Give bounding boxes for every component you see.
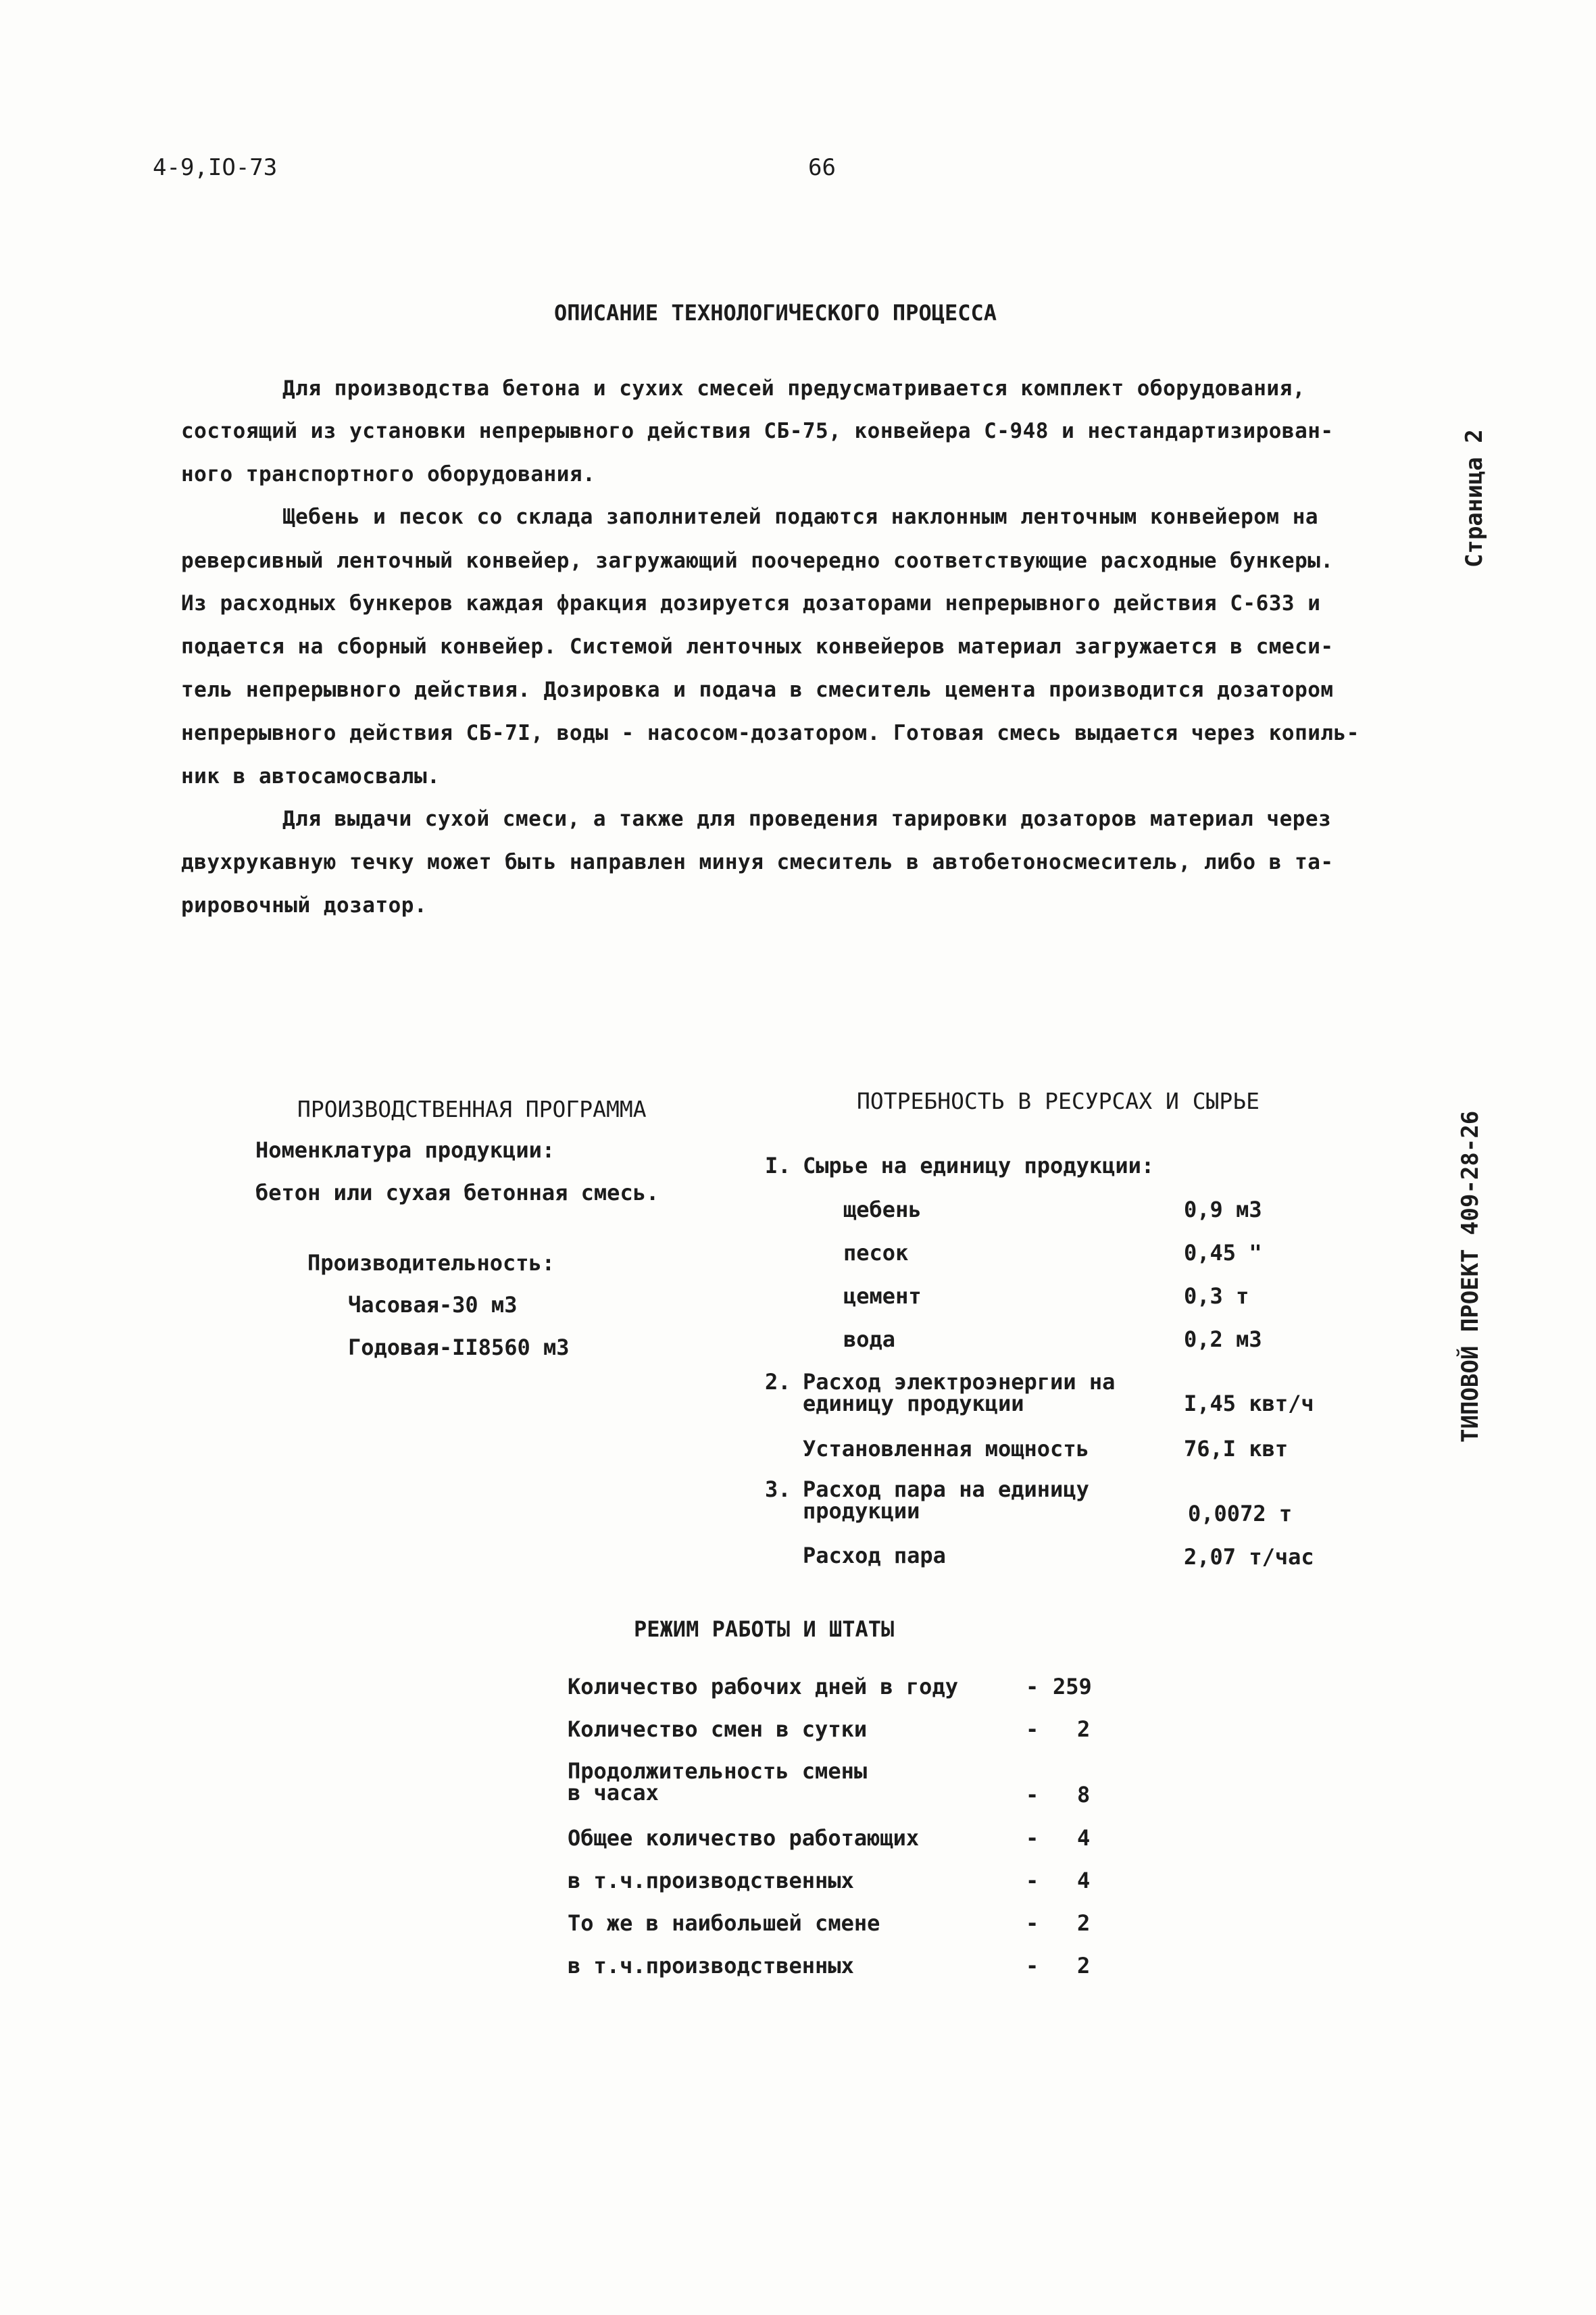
material-value: 0,9 м3: [1184, 1197, 1262, 1222]
staff-row-dash: -: [1026, 1782, 1039, 1808]
material-value: 0,45 ": [1184, 1240, 1262, 1266]
staff-row-dash: -: [1026, 1910, 1039, 1936]
productivity-label: Производительность:: [307, 1250, 555, 1276]
material-name: щебень: [843, 1197, 922, 1222]
description-line: Из расходных бункеров каждая фракция дозируется дозаторами непрерывного действия С-633 и: [181, 591, 1321, 616]
steam-consumption-label: Расход пара: [803, 1543, 946, 1568]
staff-row-dash: -: [1026, 1868, 1039, 1893]
productivity-hourly: Часовая-30 м3: [348, 1292, 518, 1318]
side-page-label: Страница 2: [1461, 429, 1488, 568]
description-line: Для производства бетона и сухих смесей предусматривается комплект оборудования,: [282, 376, 1305, 401]
productivity-yearly: Годовая-II8560 м3: [348, 1335, 570, 1360]
staff-row-label: в т.ч.производственных: [568, 1868, 854, 1893]
steam-consumption-value: 2,07 т/час: [1184, 1544, 1314, 1570]
description-line: ник в автосамосвалы.: [181, 764, 441, 789]
staff-row-dash: -: [1026, 1674, 1039, 1699]
resources-item3-label: продукции: [803, 1498, 920, 1524]
staff-row-value: 2: [1077, 1910, 1091, 1936]
staff-row-dash: -: [1026, 1953, 1039, 1978]
staff-row-value: 2: [1077, 1953, 1091, 1978]
staff-row-value: 8: [1077, 1782, 1091, 1808]
material-value: 0,2 м3: [1184, 1326, 1262, 1352]
description-line: ного транспортного оборудования.: [181, 462, 596, 487]
resources-title: ПОТРЕБНОСТЬ В РЕСУРСАХ И СЫРЬЕ: [857, 1088, 1260, 1114]
description-line: непрерывного действия СБ-7I, воды - насосом-дозатором. Готовая смесь выдается через копиль-: [181, 721, 1360, 745]
nomenclature-value: бетон или сухая бетонная смесь.: [255, 1180, 659, 1205]
staff-row-label: Количество смен в сутки: [568, 1716, 868, 1742]
material-name: цемент: [843, 1283, 922, 1309]
staff-row-label: в часах: [568, 1780, 659, 1806]
description-line: реверсивный ленточный конвейер, загружающий поочередно соответствующие расходные бункеры.: [181, 549, 1334, 573]
staff-row-value: 259: [1053, 1674, 1092, 1699]
resources-item2-label: Расход электроэнергии на: [803, 1369, 1116, 1395]
material-value: 0,3 т: [1184, 1283, 1249, 1309]
resources-item2-number: 2.: [765, 1369, 791, 1395]
staff-row-label: Продолжительность смены: [568, 1758, 868, 1784]
material-name: песок: [843, 1240, 909, 1266]
program-title: ПРОИЗВОДСТВЕННАЯ ПРОГРАММА: [297, 1096, 647, 1122]
electricity-value: I,45 квт/ч: [1184, 1391, 1314, 1416]
staff-row-value: 4: [1077, 1868, 1091, 1893]
work-mode-title: РЕЖИМ РАБОТЫ И ШТАТЫ: [634, 1616, 895, 1642]
description-title: ОПИСАНИЕ ТЕХНОЛОГИЧЕСКОГО ПРОЦЕССА: [554, 300, 997, 326]
description-line: тель непрерывного действия. Дозировка и подача в смеситель цемента производится дозатором: [181, 678, 1334, 702]
staff-row-label: То же в наибольшей смене: [568, 1910, 880, 1936]
staff-row-value: 4: [1077, 1825, 1091, 1851]
resources-item1-number: I.: [765, 1153, 791, 1178]
resources-item3-label: Расход пара на единицу: [803, 1476, 1089, 1502]
staff-row-label: в т.ч.производственных: [568, 1953, 854, 1978]
staff-row-dash: -: [1026, 1716, 1039, 1742]
resources-item1-label: Сырье на единицу продукции:: [803, 1153, 1155, 1178]
description-line: рировочный дозатор.: [181, 893, 428, 918]
staff-row-value: 2: [1077, 1716, 1091, 1742]
description-line: двухрукавную течку может быть направлен минуя смеситель в автобетоносмеситель, либо в та-: [181, 850, 1334, 874]
staff-row-label: Общее количество работающих: [568, 1825, 920, 1851]
description-line: состоящий из установки непрерывного действия СБ-75, конвейера С-948 и нестандартизирован-: [181, 419, 1334, 443]
page-number: 66: [808, 154, 836, 181]
nomenclature-label: Номенклатура продукции:: [255, 1137, 555, 1163]
installed-power-label: Установленная мощность: [803, 1436, 1089, 1462]
document-code: 4-9,IO-73: [153, 154, 278, 181]
description-line: Щебень и песок со склада заполнителей подаются наклонным ленточным конвейером на: [282, 505, 1319, 529]
side-project-label: ТИПОВОЙ ПРОЕКТ 409-28-26: [1457, 1110, 1484, 1443]
description-line: Для выдачи сухой смеси, а также для проведения тарировки дозаторов материал через: [282, 807, 1332, 831]
staff-row-dash: -: [1026, 1825, 1039, 1851]
resources-item2-label: единицу продукции: [803, 1391, 1024, 1416]
resources-item3-number: 3.: [765, 1476, 791, 1502]
steam-per-unit-value: 0,0072 т: [1188, 1501, 1293, 1526]
description-line: подается на сборный конвейер. Системой ленточных конвейеров материал загружается в смеси-: [181, 634, 1334, 659]
material-name: вода: [843, 1326, 896, 1352]
installed-power-value: 76,I квт: [1184, 1436, 1289, 1462]
staff-row-label: Количество рабочих дней в году: [568, 1674, 958, 1699]
